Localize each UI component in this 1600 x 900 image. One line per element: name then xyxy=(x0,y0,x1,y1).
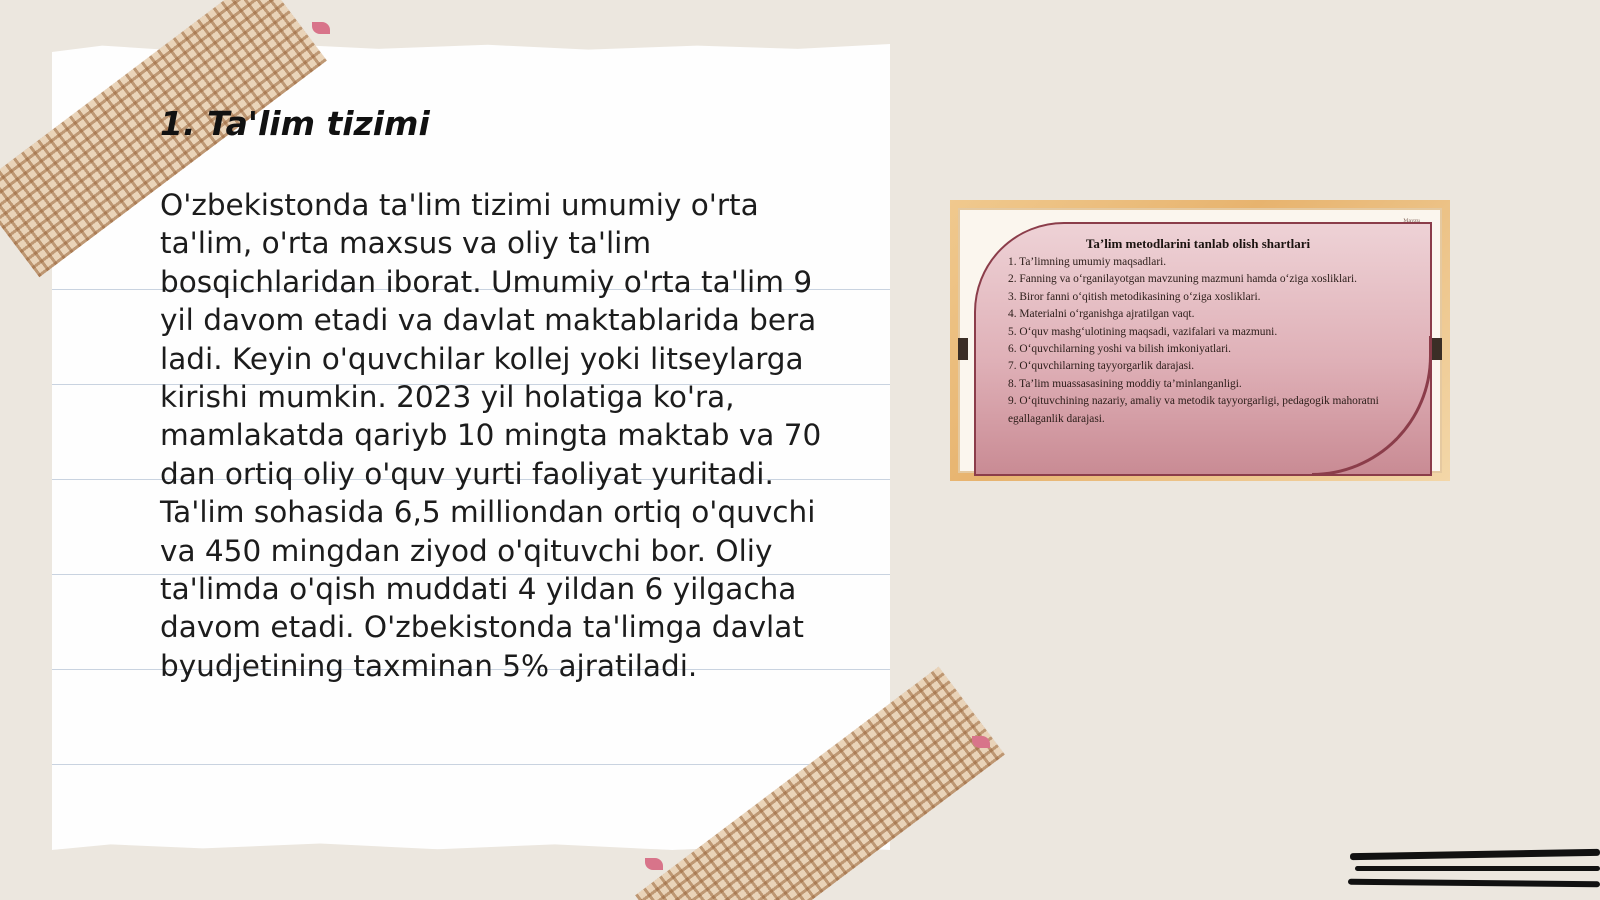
list-item: 6. O‘quvchilarning yoshi va bilish imkoniyatlari. xyxy=(1008,343,1232,356)
tape-tip xyxy=(312,22,330,34)
list-item: 4. Materialni o‘rganishga ajratilgan vaqt. xyxy=(1008,308,1195,321)
methods-table-image xyxy=(950,200,1450,481)
paper-rule-line xyxy=(52,764,890,765)
image-band xyxy=(1432,338,1442,360)
image-title: Ta’lim metodlarini tanlab olish shartlari xyxy=(1085,236,1311,251)
image-criteria-list xyxy=(1008,254,1403,428)
tape-tip xyxy=(645,858,663,870)
list-item: 3. Biror fanni o‘qitish metodikasining o‘ziga xosliklari. xyxy=(1008,290,1261,303)
list-item: 1. Ta’limning umumiy maqsadlari. xyxy=(1008,256,1167,268)
list-item: 5. O‘quv mashg‘ulotining maqsadi, vazifalari va mazmuni. xyxy=(1008,325,1278,338)
brush-stroke xyxy=(1355,866,1600,871)
image-corner-label: Mavzu xyxy=(1403,218,1420,224)
slide-body-text: O'zbekistonda ta'lim tizimi umumiy o'rta ta'lim, o'rta maxsus va oliy ta'lim bosqichlaridan iborat. Umumiy o'rta ta'lim 9 yil davom etadi va davlat maktablarida bera ladi. Keyin o'quvchilar kollej yoki litseylarga kirishi mumkin. 2023 yil holatiga ko'ra, mamlakatda qariyb 10 mingta maktab va 70 dan ortiq oliy o'quv yurti faoliyat yuritadi. Ta'lim sohasida 6,5 milliondan ortiq o'quvchi va 450 mingdan ziyod o'qituvchi bor. Oliy ta'limda o'qish muddati 4 yildan 6 yilgacha davom etadi. O'zbekistonda ta'limga davlat byudjetining taxminan 5% ajratiladi. xyxy=(160,188,822,683)
list-item: 9. O‘qituvchining nazariy, amaliy va metodik tayyorgarligi, pedagogik mahoratni egallaganlik darajasi. xyxy=(1008,395,1379,425)
brush-stroke xyxy=(1350,849,1600,860)
list-item: 7. O‘quvchilarning tayyorgarlik darajasi. xyxy=(1008,360,1195,373)
image-band xyxy=(958,338,968,360)
list-item: 2. Fanning va o‘rganilayotgan mavzuning mazmuni hamda o‘ziga xosliklari. xyxy=(1008,273,1358,286)
image-inner-frame xyxy=(958,208,1442,473)
list-item: 8. Ta’lim muassasasining moddiy ta’minlanganligi. xyxy=(1008,377,1242,390)
tape-tip xyxy=(972,736,990,748)
slide-title: 1. Ta'lim tizimi xyxy=(160,104,430,143)
brush-stroke xyxy=(1348,879,1600,888)
